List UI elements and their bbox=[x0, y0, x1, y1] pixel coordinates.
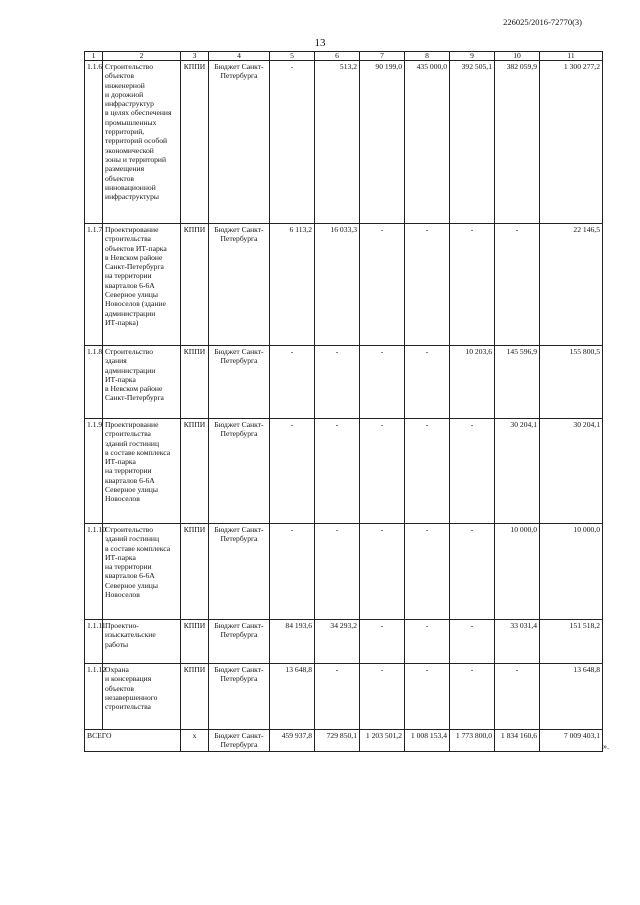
table-row bbox=[85, 224, 603, 346]
total-value: 729 850,1 bbox=[315, 730, 360, 752]
row-value: 151 518,2 bbox=[540, 620, 603, 664]
row-value: - bbox=[315, 524, 360, 620]
row-type: КППИ bbox=[181, 664, 209, 730]
row-value: - bbox=[450, 224, 495, 346]
row-source: Бюджет Санкт-Петербурга bbox=[209, 346, 270, 419]
row-source: Бюджет Санкт-Петербурга bbox=[209, 664, 270, 730]
row-type: КППИ bbox=[181, 224, 209, 346]
row-name: Проектирование строительства зданий гостиниц в составе комплекса ИТ-парка на территории кварталов 6-6А Северное улицы Новоселов bbox=[103, 419, 181, 524]
table-row bbox=[85, 61, 603, 224]
row-value: - bbox=[360, 620, 405, 664]
document-number: 226025/2016-72770(3) bbox=[503, 17, 582, 27]
row-value: - bbox=[405, 419, 450, 524]
column-header: 1 bbox=[85, 52, 103, 61]
row-number: 1.1.12 bbox=[85, 664, 103, 730]
row-value: 10 000,0 bbox=[540, 524, 603, 620]
row-number: 1.1.7 bbox=[85, 224, 103, 346]
column-header: 6 bbox=[315, 52, 360, 61]
row-name: Строительство зданий гостиниц в составе комплекса ИТ-парка на территории кварталов 6-6А Северное улицы Новоселов bbox=[103, 524, 181, 620]
row-value: - bbox=[405, 524, 450, 620]
row-value: - bbox=[450, 620, 495, 664]
row-name: Проектно- изыскательские работы bbox=[103, 620, 181, 664]
column-header: 10 bbox=[495, 52, 540, 61]
row-value: - bbox=[270, 346, 315, 419]
total-source: Бюджет Санкт-Петербурга bbox=[209, 730, 270, 752]
budget-table bbox=[84, 51, 603, 752]
row-source: Бюджет Санкт-Петербурга bbox=[209, 620, 270, 664]
total-value: 1 203 501,2 bbox=[360, 730, 405, 752]
row-value: 34 293,2 bbox=[315, 620, 360, 664]
table-row bbox=[85, 419, 603, 524]
row-value: - bbox=[360, 524, 405, 620]
row-value: 435 000,0 bbox=[405, 61, 450, 224]
column-header: 3 bbox=[181, 52, 209, 61]
row-value: 16 033,3 bbox=[315, 224, 360, 346]
row-value: - bbox=[450, 524, 495, 620]
total-label: ВСЕГО bbox=[85, 730, 181, 752]
row-value: 30 204,1 bbox=[540, 419, 603, 524]
row-value: 392 505,1 bbox=[450, 61, 495, 224]
column-header: 5 bbox=[270, 52, 315, 61]
row-source: Бюджет Санкт-Петербурга bbox=[209, 419, 270, 524]
row-value: - bbox=[315, 664, 360, 730]
row-value: - bbox=[360, 664, 405, 730]
closing-quote: ». bbox=[603, 742, 609, 751]
row-value: 13 648,8 bbox=[270, 664, 315, 730]
row-value: - bbox=[405, 224, 450, 346]
column-header: 8 bbox=[405, 52, 450, 61]
row-value: - bbox=[450, 664, 495, 730]
row-name: Охрана и консервация объектов незавершенного строительства bbox=[103, 664, 181, 730]
table-row bbox=[85, 664, 603, 730]
table-row bbox=[85, 620, 603, 664]
total-value: 7 009 403,1 bbox=[540, 730, 603, 752]
row-value: - bbox=[315, 346, 360, 419]
total-value: 459 937,8 bbox=[270, 730, 315, 752]
row-value: - bbox=[450, 419, 495, 524]
table-row bbox=[85, 346, 603, 419]
row-value: 90 199,0 bbox=[360, 61, 405, 224]
row-value: 33 031,4 bbox=[495, 620, 540, 664]
row-number: 1.1.10 bbox=[85, 524, 103, 620]
column-header: 11 bbox=[540, 52, 603, 61]
row-value: 10 203,6 bbox=[450, 346, 495, 419]
page-number: 13 bbox=[314, 37, 326, 49]
header-row bbox=[85, 52, 603, 61]
row-value: - bbox=[360, 224, 405, 346]
row-name: Проектирование строительства объектов ИТ-парка в Невском районе Санкт-Петербурга на территории кварталов 6-6А Северное улицы Новоселов (здание администрации ИТ-парка) bbox=[103, 224, 181, 346]
row-type: КППИ bbox=[181, 346, 209, 419]
total-row bbox=[85, 730, 603, 752]
row-type: КППИ bbox=[181, 620, 209, 664]
row-value: - bbox=[360, 346, 405, 419]
row-type: КППИ bbox=[181, 61, 209, 224]
column-header: 9 bbox=[450, 52, 495, 61]
row-name: Строительство здания администрации ИТ-парка в Невском районе Санкт-Петербурга bbox=[103, 346, 181, 419]
row-value: 84 193,6 bbox=[270, 620, 315, 664]
column-header: 7 bbox=[360, 52, 405, 61]
row-number: 1.1.6 bbox=[85, 61, 103, 224]
row-number: 1.1.9 bbox=[85, 419, 103, 524]
row-type: КППИ bbox=[181, 419, 209, 524]
table-body bbox=[85, 52, 603, 752]
total-value: 1 834 160,6 bbox=[495, 730, 540, 752]
row-value: - bbox=[270, 419, 315, 524]
total-value: 1 773 800,0 bbox=[450, 730, 495, 752]
row-number: 1.1.11 bbox=[85, 620, 103, 664]
row-value: - bbox=[360, 419, 405, 524]
row-source: Бюджет Санкт-Петербурга bbox=[209, 524, 270, 620]
row-value: 155 800,5 bbox=[540, 346, 603, 419]
row-source: Бюджет Санкт-Петербурга bbox=[209, 61, 270, 224]
table-row bbox=[85, 524, 603, 620]
row-value: 13 648,8 bbox=[540, 664, 603, 730]
row-value: - bbox=[315, 419, 360, 524]
row-value: 22 146,5 bbox=[540, 224, 603, 346]
row-value: - bbox=[495, 664, 540, 730]
total-value: 1 008 153,4 bbox=[405, 730, 450, 752]
row-value: - bbox=[270, 61, 315, 224]
row-value: 6 113,2 bbox=[270, 224, 315, 346]
column-header: 4 bbox=[209, 52, 270, 61]
row-value: 145 596,9 bbox=[495, 346, 540, 419]
total-type: х bbox=[181, 730, 209, 752]
row-value: 30 204,1 bbox=[495, 419, 540, 524]
row-value: 513,2 bbox=[315, 61, 360, 224]
row-value: - bbox=[495, 224, 540, 346]
row-value: 10 000,0 bbox=[495, 524, 540, 620]
row-value: - bbox=[270, 524, 315, 620]
row-number: 1.1.8 bbox=[85, 346, 103, 419]
column-header: 2 bbox=[103, 52, 181, 61]
row-name: Строительство объектов инженерной и дорожной инфраструктур в целях обеспечения промышленных территорий, территорий особой экономической зоны и территорий размещения объектов инновационной инфраструктуры bbox=[103, 61, 181, 224]
row-value: 1 300 277,2 bbox=[540, 61, 603, 224]
row-value: - bbox=[405, 620, 450, 664]
row-source: Бюджет Санкт-Петербурга bbox=[209, 224, 270, 346]
row-value: 382 059,9 bbox=[495, 61, 540, 224]
row-value: - bbox=[405, 346, 450, 419]
row-type: КППИ bbox=[181, 524, 209, 620]
row-value: - bbox=[405, 664, 450, 730]
